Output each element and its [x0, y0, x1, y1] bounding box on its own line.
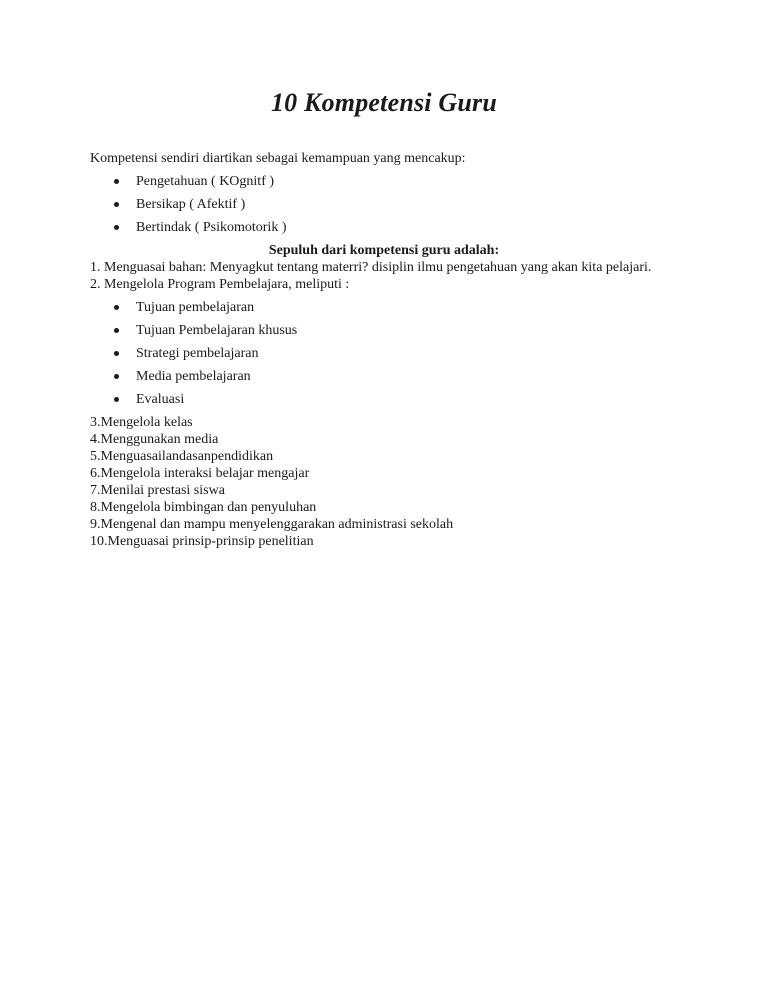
- list-item-text: Bersikap ( Afektif ): [136, 197, 246, 212]
- bullet-icon: [114, 351, 119, 356]
- numbered-item-2: 2. Mengelola Program Pembelajara, meliputi :: [90, 277, 350, 292]
- list-item: [114, 196, 678, 219]
- list-item: [114, 368, 678, 391]
- numbered-item-7: 7.Menilai prestasi siswa: [90, 483, 225, 498]
- list-item-text: Evaluasi: [136, 392, 185, 407]
- list-item: [114, 391, 678, 414]
- list-item: [114, 219, 678, 242]
- document-body: [90, 150, 678, 550]
- numbered-item-4: 4.Menggunakan media: [90, 432, 219, 447]
- intro-paragraph: Kompetensi sendiri diartikan sebagai kemampuan yang mencakup:: [90, 151, 466, 166]
- list-item: [114, 322, 678, 345]
- bullet-icon: [114, 397, 119, 402]
- numbered-item-9: 9.Mengenal dan mampu menyelenggarakan administrasi sekolah: [90, 517, 454, 532]
- list-item: [114, 345, 678, 368]
- bullet-icon: [114, 202, 119, 207]
- bullet-icon: [114, 328, 119, 333]
- list-item-text: Pengetahuan ( KOgnitf ): [136, 174, 275, 189]
- list-item: [114, 173, 678, 196]
- program-bullet-list: [90, 299, 678, 414]
- numbered-item-3: 3.Mengelola kelas: [90, 415, 193, 430]
- intro-bullet-list: [90, 173, 678, 242]
- list-item: [114, 299, 678, 322]
- list-item-text: Tujuan Pembelajaran khusus: [136, 323, 298, 338]
- numbered-item-5: 5.Menguasailandasanpendidikan: [90, 449, 274, 464]
- numbered-item-1: 1. Menguasai bahan: Menyagkut tentang materri? disiplin ilmu pengetahuan yang akan kita pelajari.: [90, 260, 652, 275]
- numbered-item-6: 6.Mengelola interaksi belajar mengajar: [90, 466, 310, 481]
- bullet-icon: [114, 179, 119, 184]
- list-item-text: Tujuan pembelajaran: [136, 300, 255, 315]
- section-subheading: Sepuluh dari kompetensi guru adalah:: [268, 243, 500, 258]
- page-title: 10 Kompetensi Guru: [270, 88, 498, 117]
- bullet-icon: [114, 225, 119, 230]
- numbered-item-8: 8.Mengelola bimbingan dan penyuluhan: [90, 500, 317, 515]
- list-item-text: Media pembelajaran: [136, 369, 251, 384]
- numbered-item-10: 10.Menguasai prinsip-prinsip penelitian: [90, 534, 314, 549]
- bullet-icon: [114, 374, 119, 379]
- list-item-text: Bertindak ( Psikomotorik ): [136, 220, 287, 235]
- bullet-icon: [114, 305, 119, 310]
- list-item-text: Strategi pembelajaran: [136, 346, 259, 361]
